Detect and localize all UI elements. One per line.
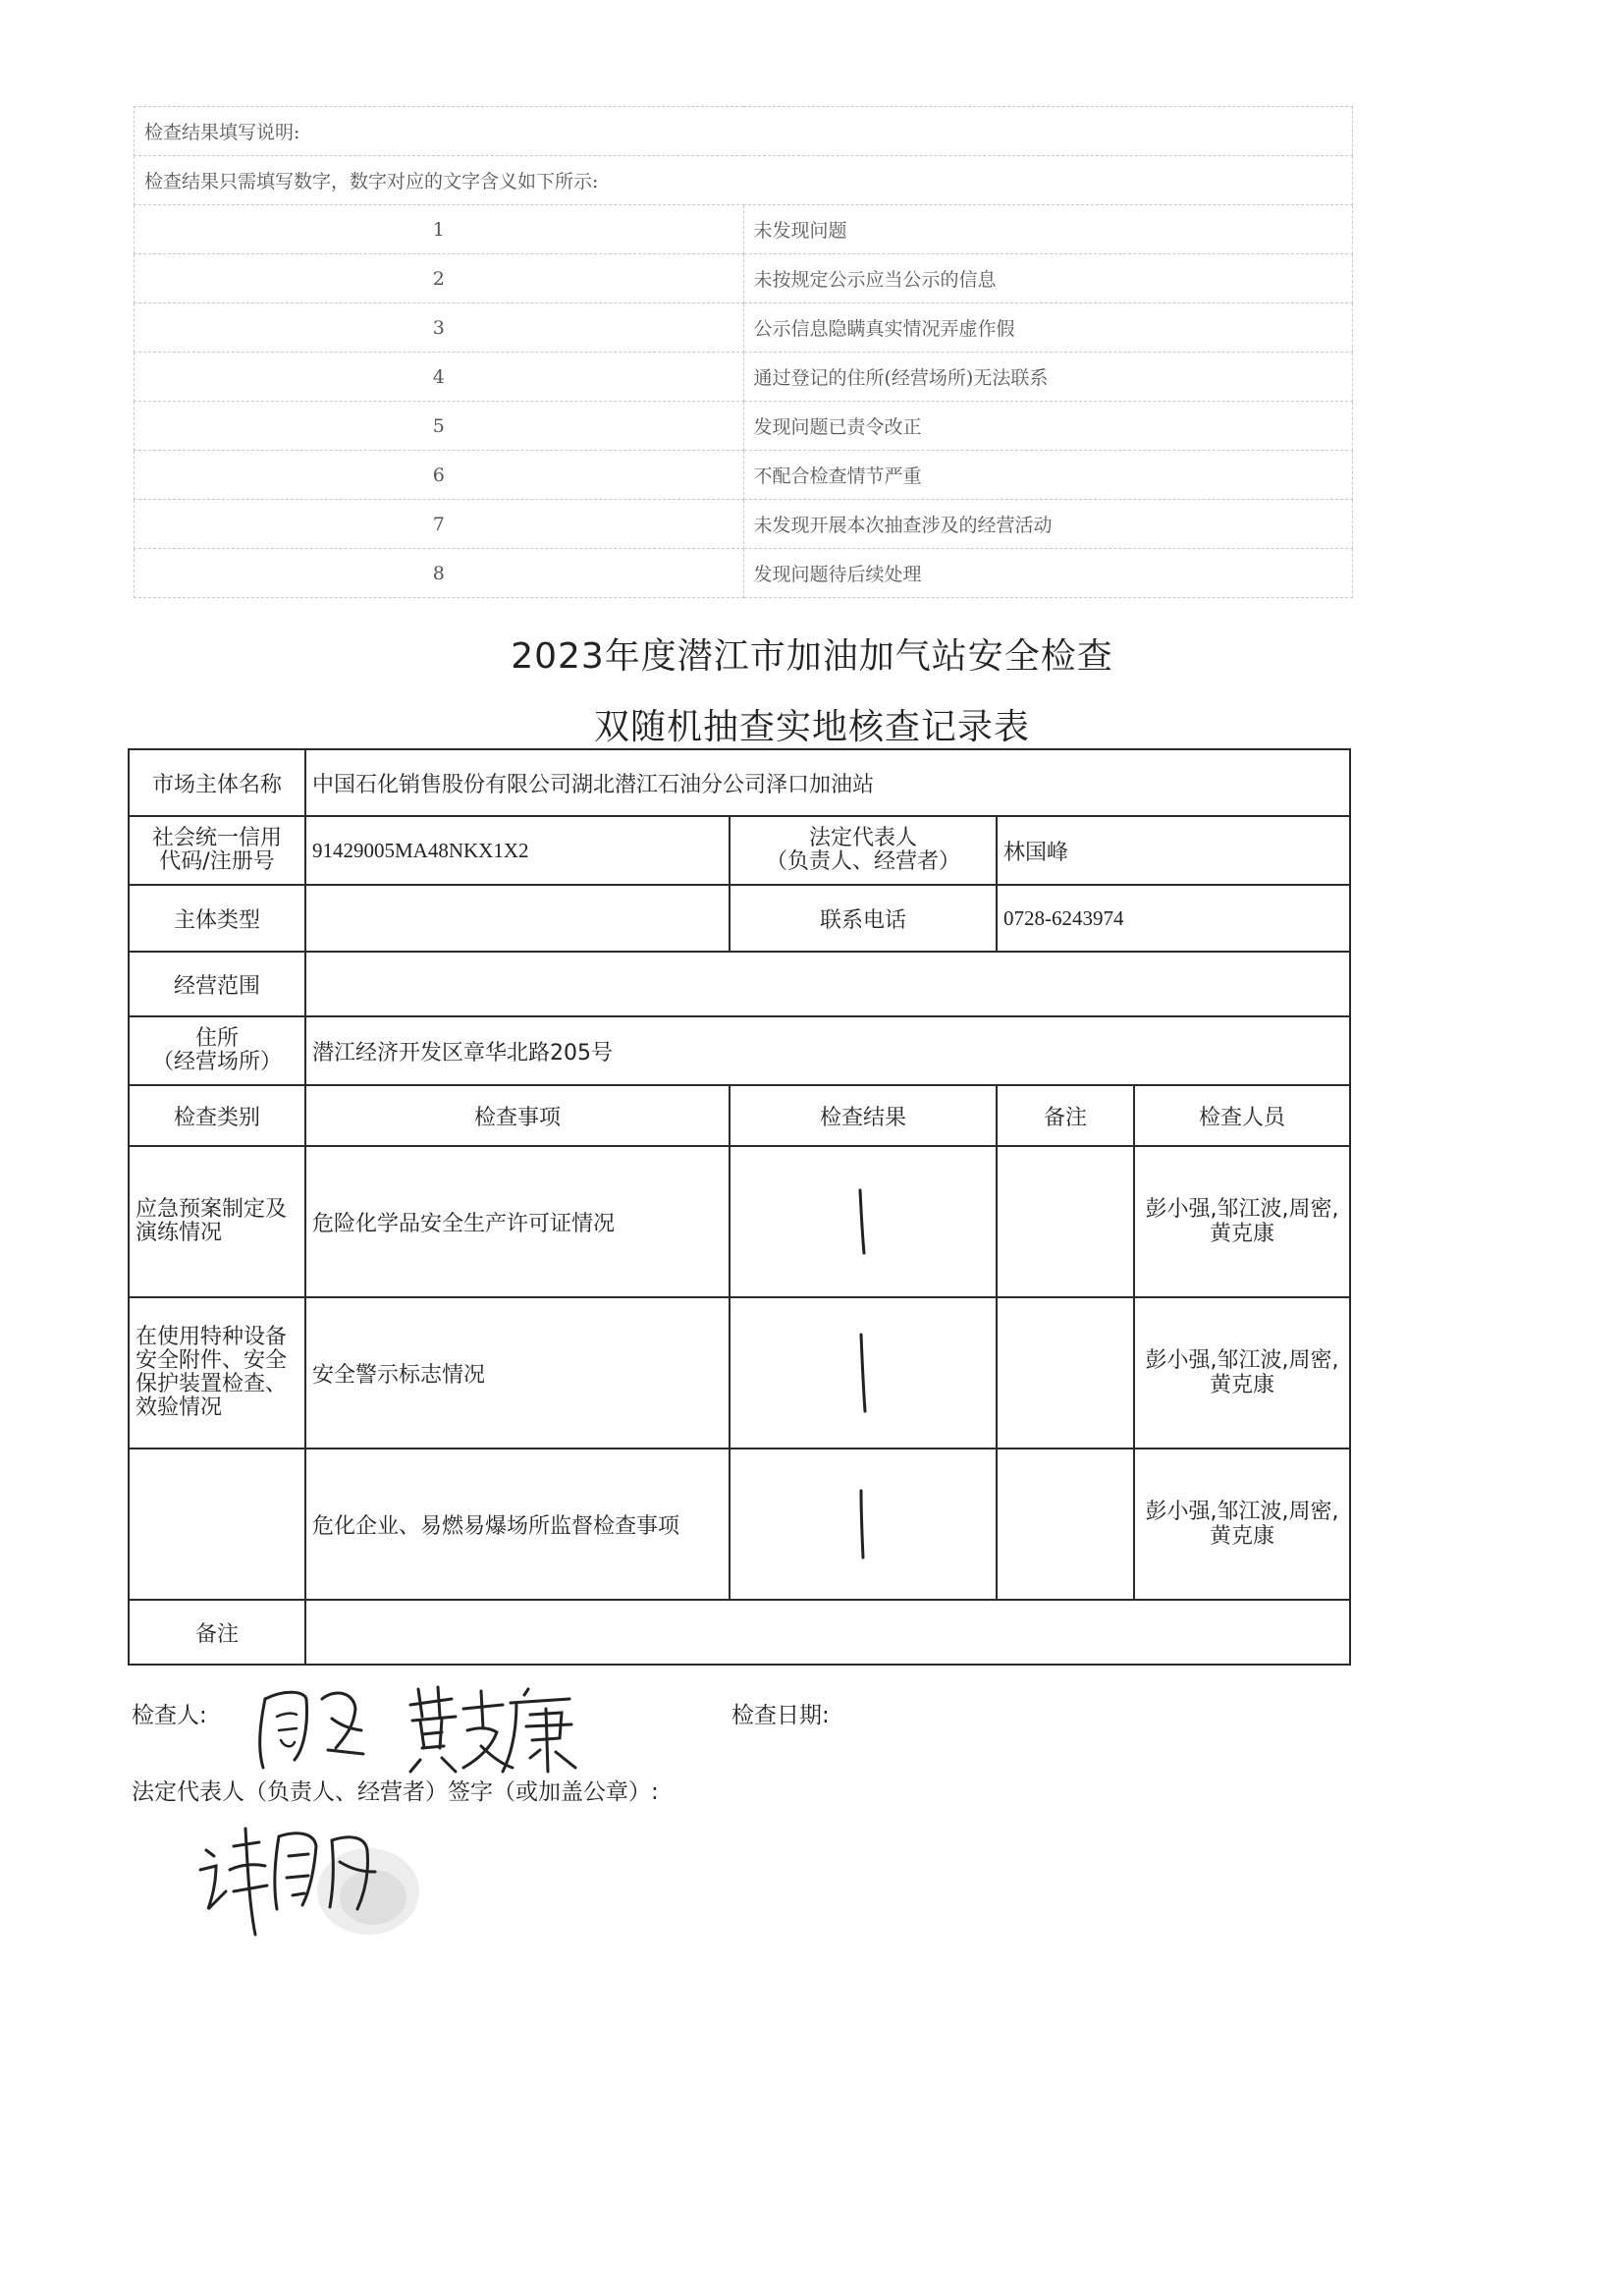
address-value: 潜江经济开发区章华北路205号 [305,1016,1350,1085]
legal-rep-value: 林国峰 [997,816,1350,885]
handwritten-result-mark [848,1485,878,1563]
inspection-inspectors: 彭小强,邹江波,周密,黄克康 [1134,1297,1350,1449]
credit-code-label [129,816,305,885]
legend-num: 3 [135,303,744,353]
legend-row [135,451,1353,500]
legend-row [135,254,1353,303]
legend-text: 发现问题已责令改正 [743,402,1353,451]
inspection-header-row [129,1085,1350,1146]
header-note: 备注 [997,1085,1134,1146]
inspection-note [997,1297,1134,1449]
legend-num: 8 [135,549,744,598]
business-scope-label: 经营范围 [129,952,305,1016]
legend-num: 7 [135,500,744,549]
entity-type-value [305,885,730,952]
form-title-line2: 双随机抽查实地核查记录表 [593,707,1030,747]
inspection-result [730,1297,997,1449]
legend-heading-row [135,107,1353,156]
legend-num: 4 [135,353,744,402]
remarks-label: 备注 [129,1600,305,1665]
form-title-line1: 2023年度潜江市加油加气站安全检查 [511,636,1113,677]
legend-row [135,205,1353,254]
entity-code-row [129,816,1350,885]
legend-heading: 检查结果填写说明: [135,107,1353,156]
legal-signature-label: 法定代表人（负责人、经营者）签字（或加盖公章）: [132,1779,659,1805]
legend-text: 发现问题待后续处理 [743,549,1353,598]
header-item: 检查事项 [305,1085,730,1146]
legend-text: 未发现问题 [743,205,1353,254]
entity-type-row [129,885,1350,952]
inspection-item: 安全警示标志情况 [305,1297,730,1449]
address-label [129,1016,305,1085]
legend-row [135,303,1353,353]
entity-name-value: 中国石化销售股份有限公司湖北潜江石油分公司泽口加油站 [305,749,1350,816]
entity-name-row [129,749,1350,816]
inspector-signature [245,1669,599,1777]
legal-rep-label-line2: （负责人、经营者） [765,849,960,874]
inspection-inspectors: 彭小强,邹江波,周密,黄克康 [1134,1449,1350,1600]
business-scope-value [305,952,1350,1016]
legend-row [135,500,1353,549]
inspection-item: 危险化学品安全生产许可证情况 [305,1146,730,1297]
address-label-line2: （经营场所） [151,1050,282,1074]
inspector-label: 检查人: [132,1703,207,1728]
inspection-item: 危化企业、易燃易爆场所监督检查事项 [305,1449,730,1600]
record-table [128,748,1351,1666]
inspection-row [129,1449,1350,1600]
legal-rep-label-line1: 法定代表人 [808,826,917,850]
legend-row [135,353,1353,402]
remarks-value [305,1600,1350,1665]
inspection-result [730,1449,997,1600]
credit-code-label-line1: 社会统一信用 [151,826,282,850]
inspection-category: 应急预案制定及演练情况 [129,1146,305,1297]
legend-num: 1 [135,205,744,254]
credit-code-value: 91429005MA48NKX1X2 [305,816,730,885]
inspection-note [997,1449,1134,1600]
handwritten-result-mark [848,1329,878,1417]
inspection-date-label: 检查日期: [731,1703,830,1728]
credit-code-label-line2: 代码/注册号 [159,849,275,874]
inspection-category [129,1449,305,1600]
legend-text: 未发现开展本次抽查涉及的经营活动 [743,500,1353,549]
address-label-line1: 住所 [194,1026,239,1051]
inspection-result [730,1146,997,1297]
legend-text: 未按规定公示应当公示的信息 [743,254,1353,303]
scope-row [129,952,1350,1016]
entity-name-label: 市场主体名称 [129,749,305,816]
header-category: 检查类别 [129,1085,305,1146]
legal-rep-signature [187,1807,442,1954]
legend-num: 6 [135,451,744,500]
legend-text: 公示信息隐瞒真实情况弄虚作假 [743,303,1353,353]
inspection-inspectors: 彭小强,邹江波,周密,黄克康 [1134,1146,1350,1297]
legend-text: 不配合检查情节严重 [743,451,1353,500]
inspection-row [129,1146,1350,1297]
inspection-row [129,1297,1350,1449]
legend-row [135,549,1353,598]
header-result: 检查结果 [730,1085,997,1146]
legend-row [135,402,1353,451]
phone-label: 联系电话 [730,885,997,952]
legend-num: 5 [135,402,744,451]
inspection-category: 在使用特种设备安全附件、安全保护装置检查、效验情况 [129,1297,305,1449]
legend-table [134,106,1353,598]
remarks-row [129,1600,1350,1665]
legend-text: 通过登记的住所(经营场所)无法联系 [743,353,1353,402]
phone-value: 0728-6243974 [997,885,1350,952]
legal-rep-label [730,816,997,885]
handwritten-result-mark [848,1182,878,1261]
header-inspectors: 检查人员 [1134,1085,1350,1146]
legend-num: 2 [135,254,744,303]
address-row [129,1016,1350,1085]
legend-intro-row [135,156,1353,205]
inspection-note [997,1146,1134,1297]
legend-intro: 检查结果只需填写数字，数字对应的文字含义如下所示: [135,156,1353,205]
entity-type-label: 主体类型 [129,885,305,952]
